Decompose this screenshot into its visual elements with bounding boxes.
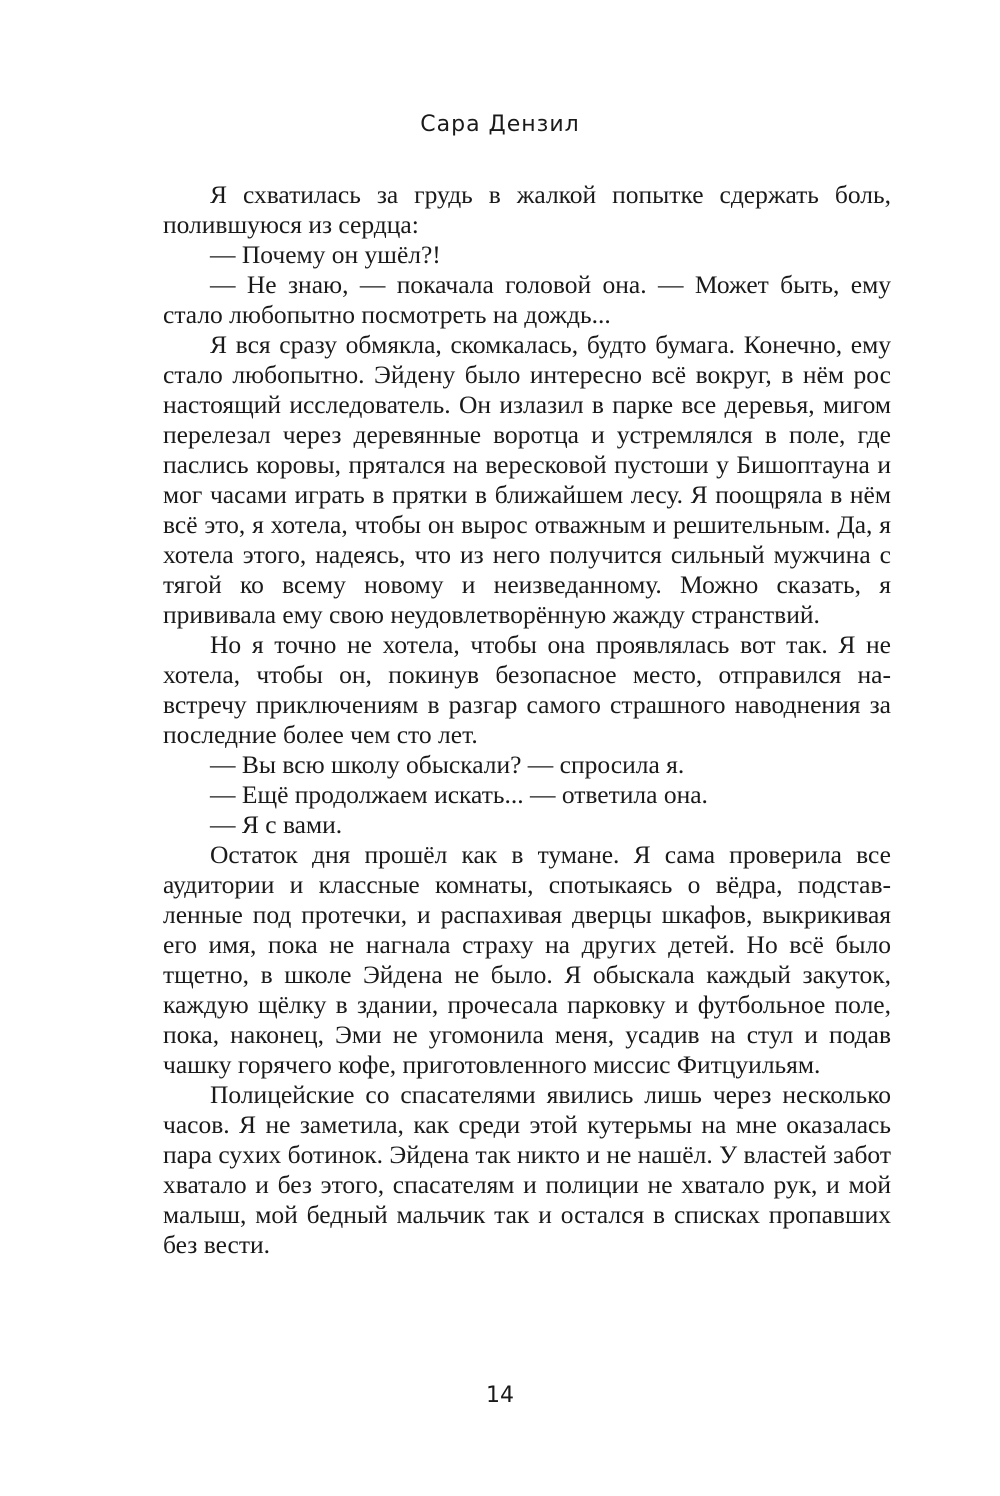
paragraph: Остаток дня прошёл как в тумане. Я сама проверила все аудитории и классные комнаты, спотыкаясь о вёдра, подставленные под протечки, и распахивая дверцы шкафов, выкрикивая его имя, пока не нагнала страху на других детей. Но всё было тщетно, в школе Эйдена не было. Я обыскала каждый закуток, каждую щёлку в здании, прочесала парковку и футбольное поле, пока, наконец, Эми не угомонила меня, усадив на стул и подав чашку горячего кофе, приготовленного миссис Фитцуильям. <box>163 840 891 1079</box>
paragraph: — Я с вами. <box>210 810 343 839</box>
paragraph: — Вы всю школу обыскали? — спросила я. <box>210 750 685 779</box>
running-head: Сара Дензил <box>420 112 580 137</box>
paragraph: Я вся сразу обмякла, скомкалась, будто бумага. Конечно, ему стало любопытно. Эйдену было интересно всё вокруг, в нём рос настоящий исследователь. Он излазил в парке все деревья, мигом перелезал через деревянные воротца и устремлялся в поле, где паслись коровы, прятался на вересковой пустоши у Бишоптауна и мог часами играть в прятки в ближайшем лесу. Я поощряла в нём всё это, я хотела, чтобы он вырос отважным и решительным. Да, я хотела этого, надеясь, что из него получится сильный мужчина с тягой ко всему новому и неизведанному. Можно сказать, я прививала ему свою неудовлетворённую жажду странствий. <box>163 330 891 629</box>
body-text <box>163 180 891 1260</box>
paragraph: Полицейские со спасателями явились лишь через несколько часов. Я не заметила, как среди этой кутерьмы на мне оказалась пара сухих ботинок. Эйдена так никто и не нашёл. У властей забот хватало и без этого, спасателям и полиции не хватало рук, и мой малыш, мой бедный мальчик так и остался в списках пропавших без вести. <box>163 1080 891 1259</box>
paragraph: — Почему он ушёл?! <box>210 240 441 269</box>
page-number: 14 <box>486 1383 514 1408</box>
paragraph: Но я точно не хотела, чтобы она проявлялась вот так. Я не хотела, чтобы он, покинув безопасное место, отправился навстречу приключениям в разгар самого страшного наводнения за последние более чем сто лет. <box>163 630 891 749</box>
paragraph: — Не знаю, — покачала головой она. — Может быть, ему стало любопытно посмотреть на дождь... <box>163 270 891 329</box>
paragraph: Я схватилась за грудь в жалкой попытке сдержать боль, полившуюся из сердца: <box>163 180 891 239</box>
paragraph: — Ещё продолжаем искать... — ответила она. <box>210 780 708 809</box>
